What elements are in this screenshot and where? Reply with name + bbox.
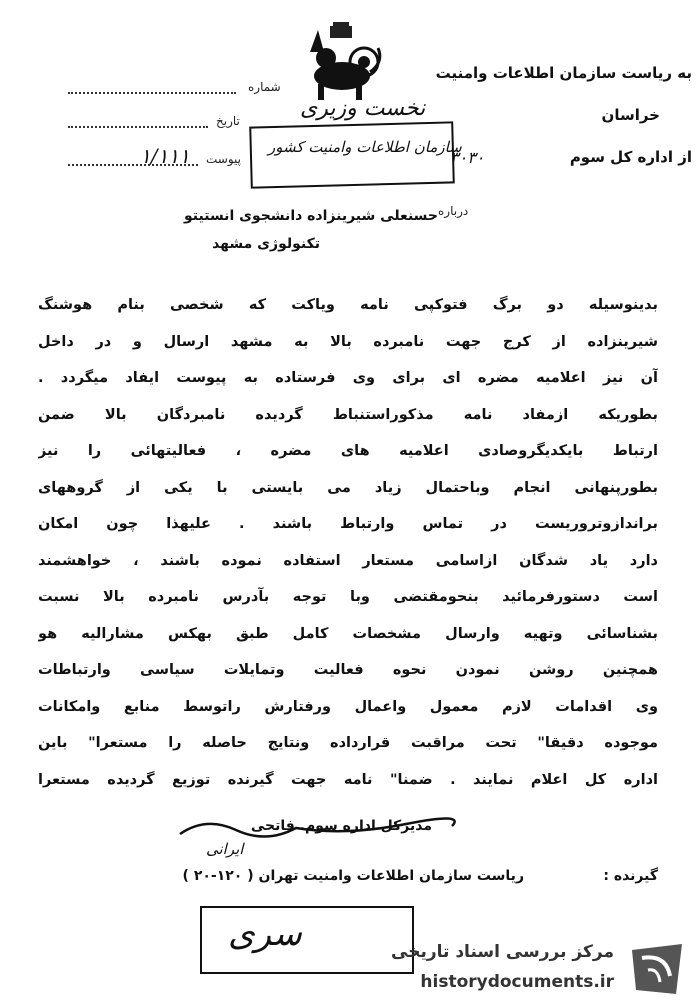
body-line: آن نیز اعلامیه مضره ای برای وی فرستاده به پیوست ایفاد میگردد . bbox=[38, 370, 658, 386]
body-line: ارتباط بایکدیگروصادی اعلامیه های مضره ، فعالیتهائی را نیز bbox=[38, 443, 658, 459]
watermark-url: historydocuments.ir bbox=[420, 972, 614, 992]
signature-scrawl-icon bbox=[176, 806, 456, 842]
province-line: خراسان bbox=[601, 106, 660, 124]
watermark-title: مرکز بررسی اسناد تاریخی bbox=[391, 942, 614, 962]
body-line: شیرینزاده از کرج جهت نامبرده بالا به مشهد ارسال و در داخل bbox=[38, 333, 658, 350]
body-line: وی اقدامات لازم معمول واعمال ورفتارش راتوسط منابع وامکانات bbox=[38, 698, 658, 715]
attachment-handwritten-note: ۱/۱۱۱ bbox=[140, 144, 190, 168]
body-line: دارد یاد شدگان ازاسامی مستعار استفاده نموده باشند ، خواهشمند bbox=[38, 552, 658, 569]
letter-body bbox=[38, 287, 658, 798]
body-line: بطوریکه ازمفاد نامه مذکوراستنباط گردیده نامبردگان بالا ضمن bbox=[38, 406, 658, 423]
watermark-logo-icon bbox=[626, 940, 688, 998]
sender-line: از اداره کل سوم bbox=[569, 148, 692, 166]
attachment-label: پیوست bbox=[206, 152, 241, 166]
number-field-line bbox=[68, 92, 236, 94]
subject-line-1: حسنعلی شیرینزاده دانشجوی انستیتو bbox=[184, 208, 438, 224]
subject-label: درباره bbox=[438, 204, 469, 218]
body-line: همچنین روشن نمودن نحوه فعالیت وتمایلات سیاسی وارتباطات bbox=[38, 662, 658, 678]
addressee-line: به ریاست سازمان اطلاعات وامنیت bbox=[435, 64, 692, 82]
body-line: اداره کل اعلام نمایند . ضمنا" نامه جهت گیرنده توزیع گردیده مستعرا bbox=[38, 771, 658, 788]
manager-handwriting: ایرانی bbox=[206, 840, 244, 858]
classification-text: سری bbox=[228, 914, 302, 954]
number-label: شماره bbox=[248, 80, 281, 94]
province-handwritten-note: نخست وزیری bbox=[300, 96, 426, 121]
recipient-label: گیرنده : bbox=[603, 868, 658, 884]
subject-line-2: تکنولوژی مشهد bbox=[212, 236, 320, 252]
received-stamp-text: سازمان اطلاعات وامنیت کشور bbox=[268, 138, 462, 156]
body-line: براندازوتروریست در تماس وارتباط باشند . علیهذا چون امکان bbox=[38, 516, 658, 532]
body-line: است دستورفرمائید بنحومقتضی وبا توجه بآدرس نامبرده بالا نسبت bbox=[38, 589, 658, 605]
date-label: تاریخ bbox=[216, 114, 240, 128]
body-line: بدینوسیله دو برگ فتوکپی نامه ویاکت که شخصی بنام هوشنگ bbox=[38, 297, 658, 313]
sender-number-handwriting: ۳۰۳۰ bbox=[450, 148, 485, 167]
lion-and-sun-emblem-icon bbox=[298, 22, 386, 104]
date-field-line bbox=[68, 126, 208, 128]
body-line: بطورپنهانی انجام وباحتمال زیاد می بایستی با یکی از گروههای bbox=[38, 479, 658, 496]
recipient-value: ریاست سازمان اطلاعات وامنیت تهران ( ۱۲۰-۲۰ ) bbox=[182, 868, 524, 884]
body-line: موجوده دقیقا" تحت مراقبت قرارداده ونتایج حاصله را مستعرا" باین bbox=[38, 735, 658, 751]
body-line: بشناسائی وتهیه وارسال مشخصات کامل طبق بهکس مشارالیه هو bbox=[38, 625, 658, 642]
signature-line: مدیرکل اداره سوم. فاتحی bbox=[250, 818, 432, 834]
